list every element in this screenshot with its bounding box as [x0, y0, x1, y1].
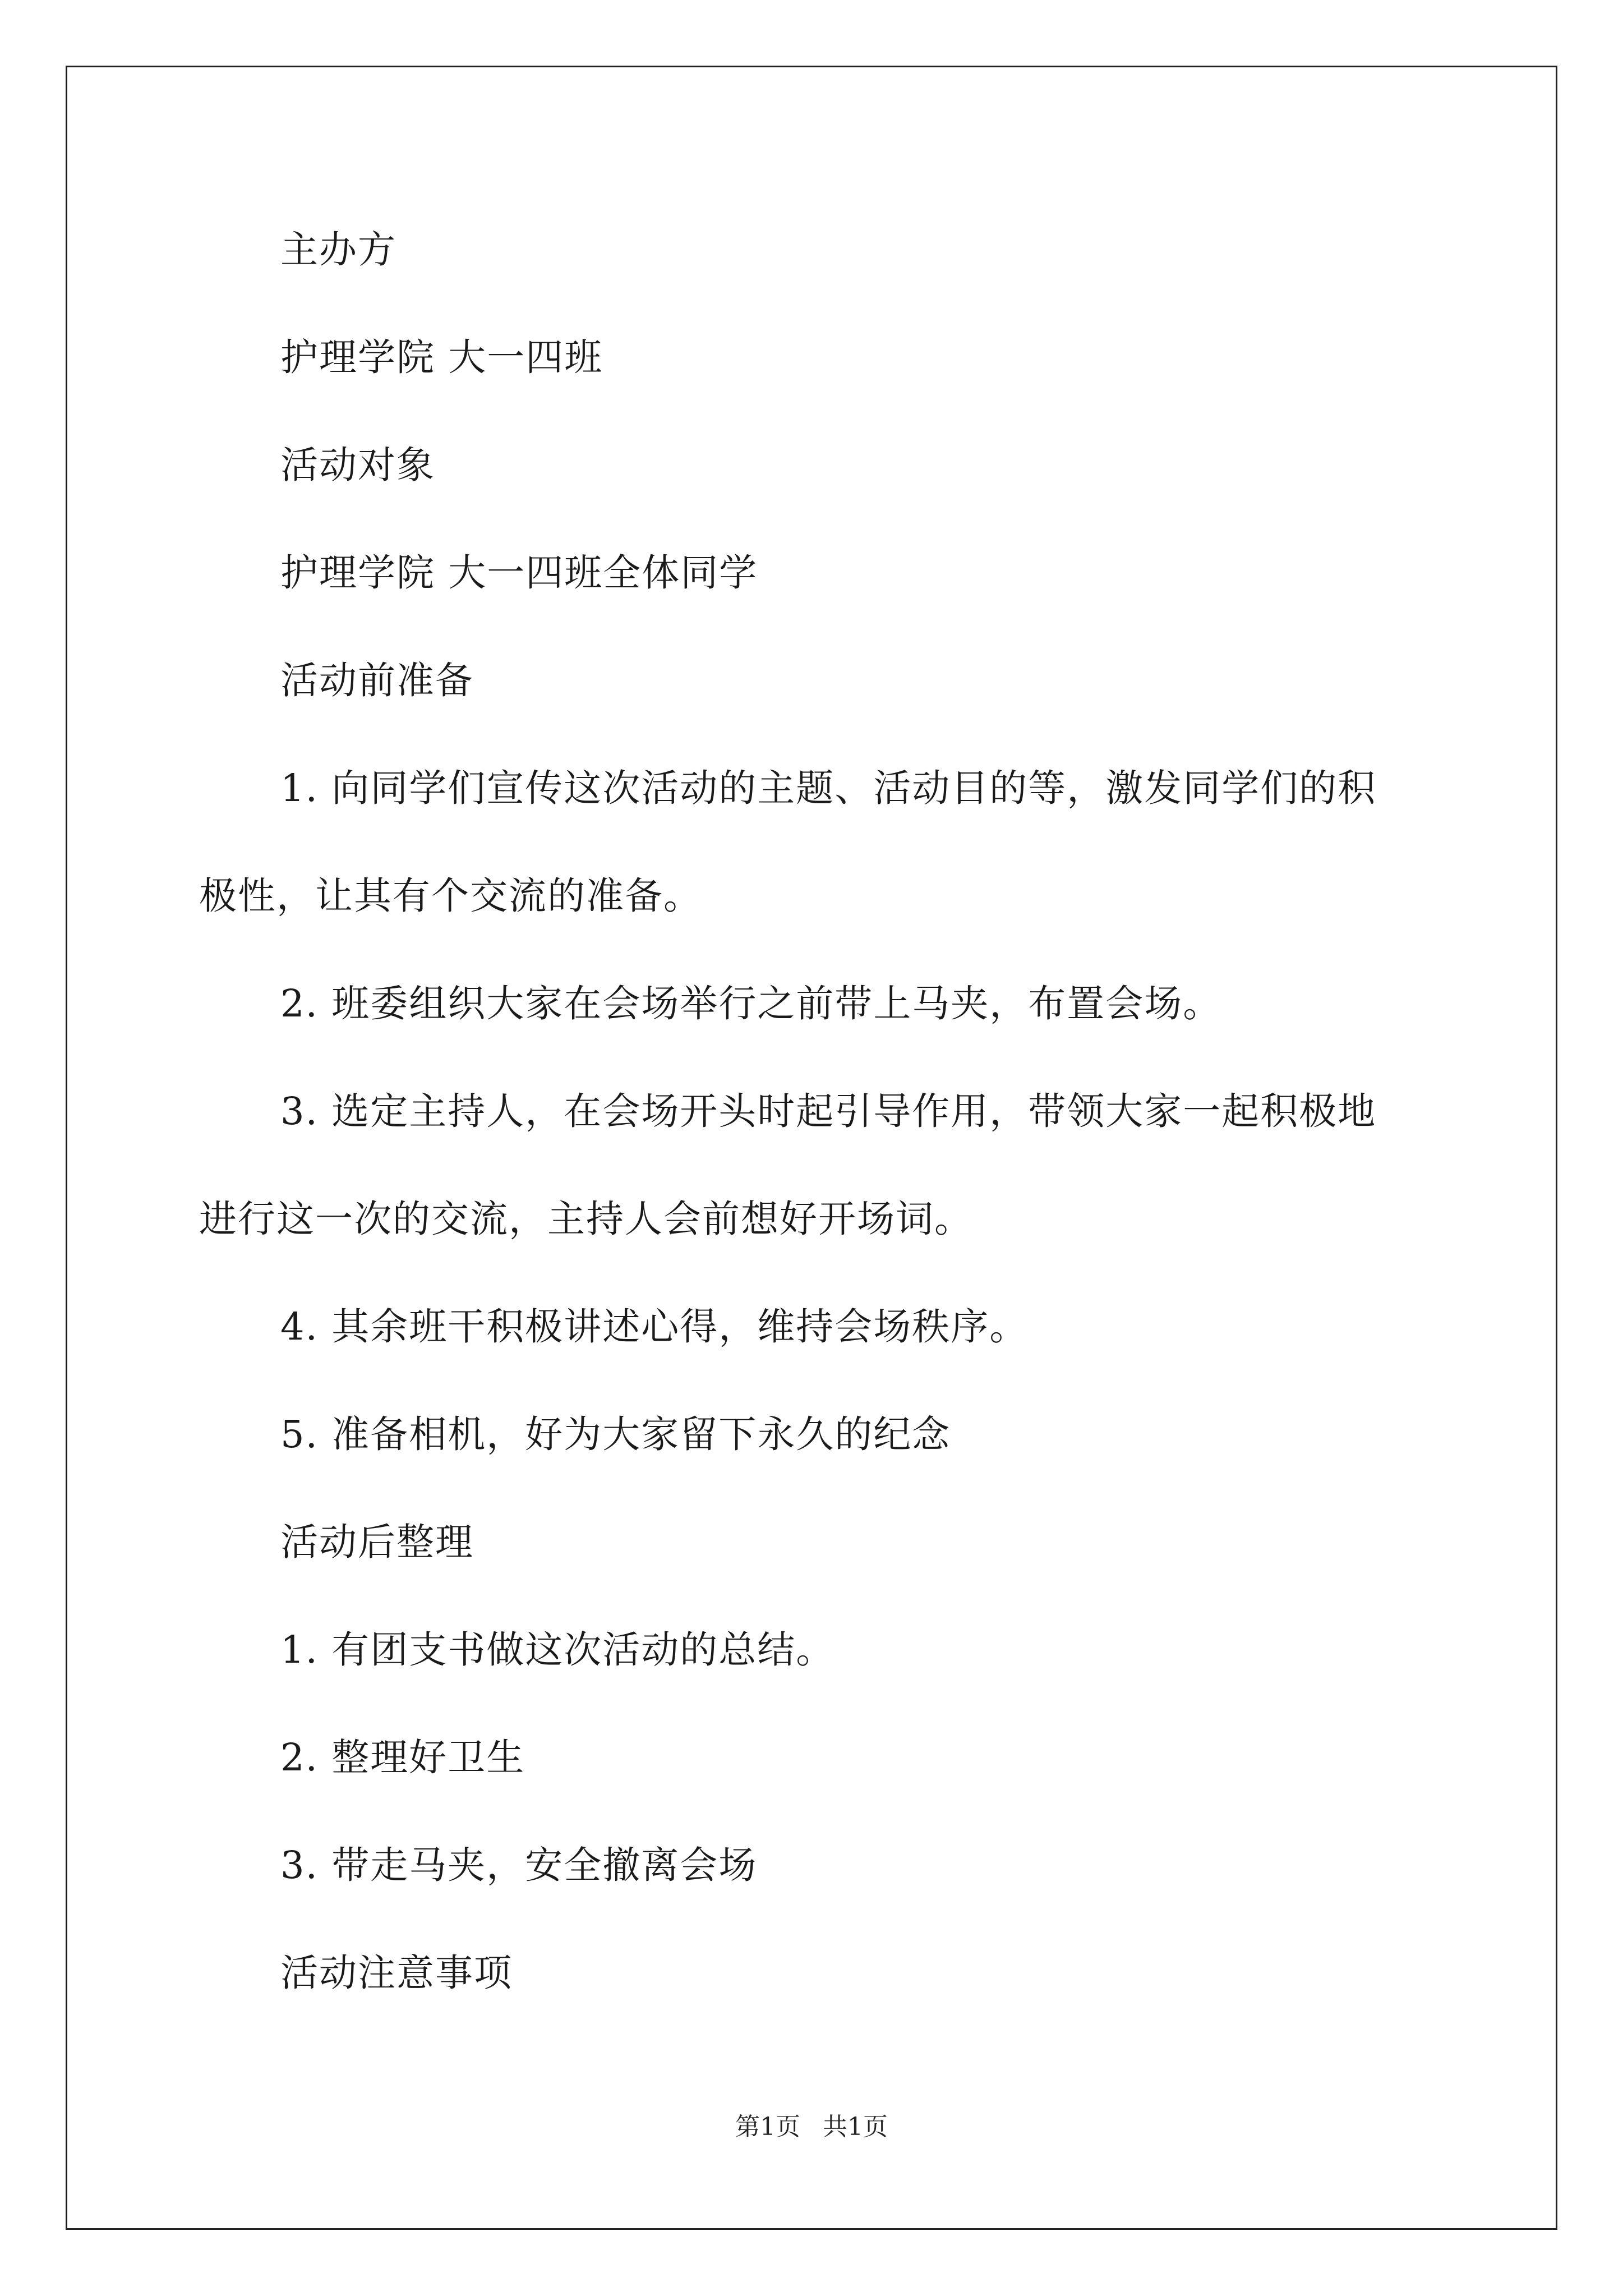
prep-item-1: 1. 向同学们宣传这次活动的主题、活动目的等，激发同学们的积 [280, 766, 1377, 810]
after-item-3: 3. 带走马夹，安全撤离会场 [280, 1843, 758, 1887]
page-number: 第1页 [735, 2113, 800, 2141]
page-total: 共1页 [823, 2113, 888, 2141]
prep-item-2: 2. 班委组织大家在会场举行之前带上马夹，布置会场。 [280, 982, 1222, 1025]
text-organizer: 护理学院 大一四班 [280, 335, 603, 379]
page-border [66, 66, 1557, 2230]
prep-item-4: 4. 其余班干积极讲述心得，维持会场秩序。 [280, 1305, 1029, 1349]
heading-participants: 活动对象 [280, 443, 435, 487]
heading-preparation: 活动前准备 [280, 659, 474, 702]
text-participants: 护理学院 大一四班全体同学 [280, 551, 758, 595]
page-footer [0, 2111, 1623, 2143]
heading-notes: 活动注意事项 [280, 1951, 513, 1995]
prep-item-1-cont: 极性，让其有个交流的准备。 [199, 874, 702, 918]
after-item-2: 2. 整理好卫生 [280, 1736, 525, 1779]
heading-after: 活动后整理 [280, 1520, 474, 1564]
after-item-1: 1. 有团支书做这次活动的总结。 [280, 1628, 835, 1672]
prep-item-3-cont: 进行这一次的交流，主持人会前想好开场词。 [199, 1197, 973, 1241]
prep-item-5: 5. 准备相机，好为大家留下永久的纪念 [280, 1412, 951, 1456]
heading-organizer: 主办方 [280, 228, 396, 272]
prep-item-3: 3. 选定主持人，在会场开头时起引导作用，带领大家一起积极地 [280, 1089, 1377, 1133]
